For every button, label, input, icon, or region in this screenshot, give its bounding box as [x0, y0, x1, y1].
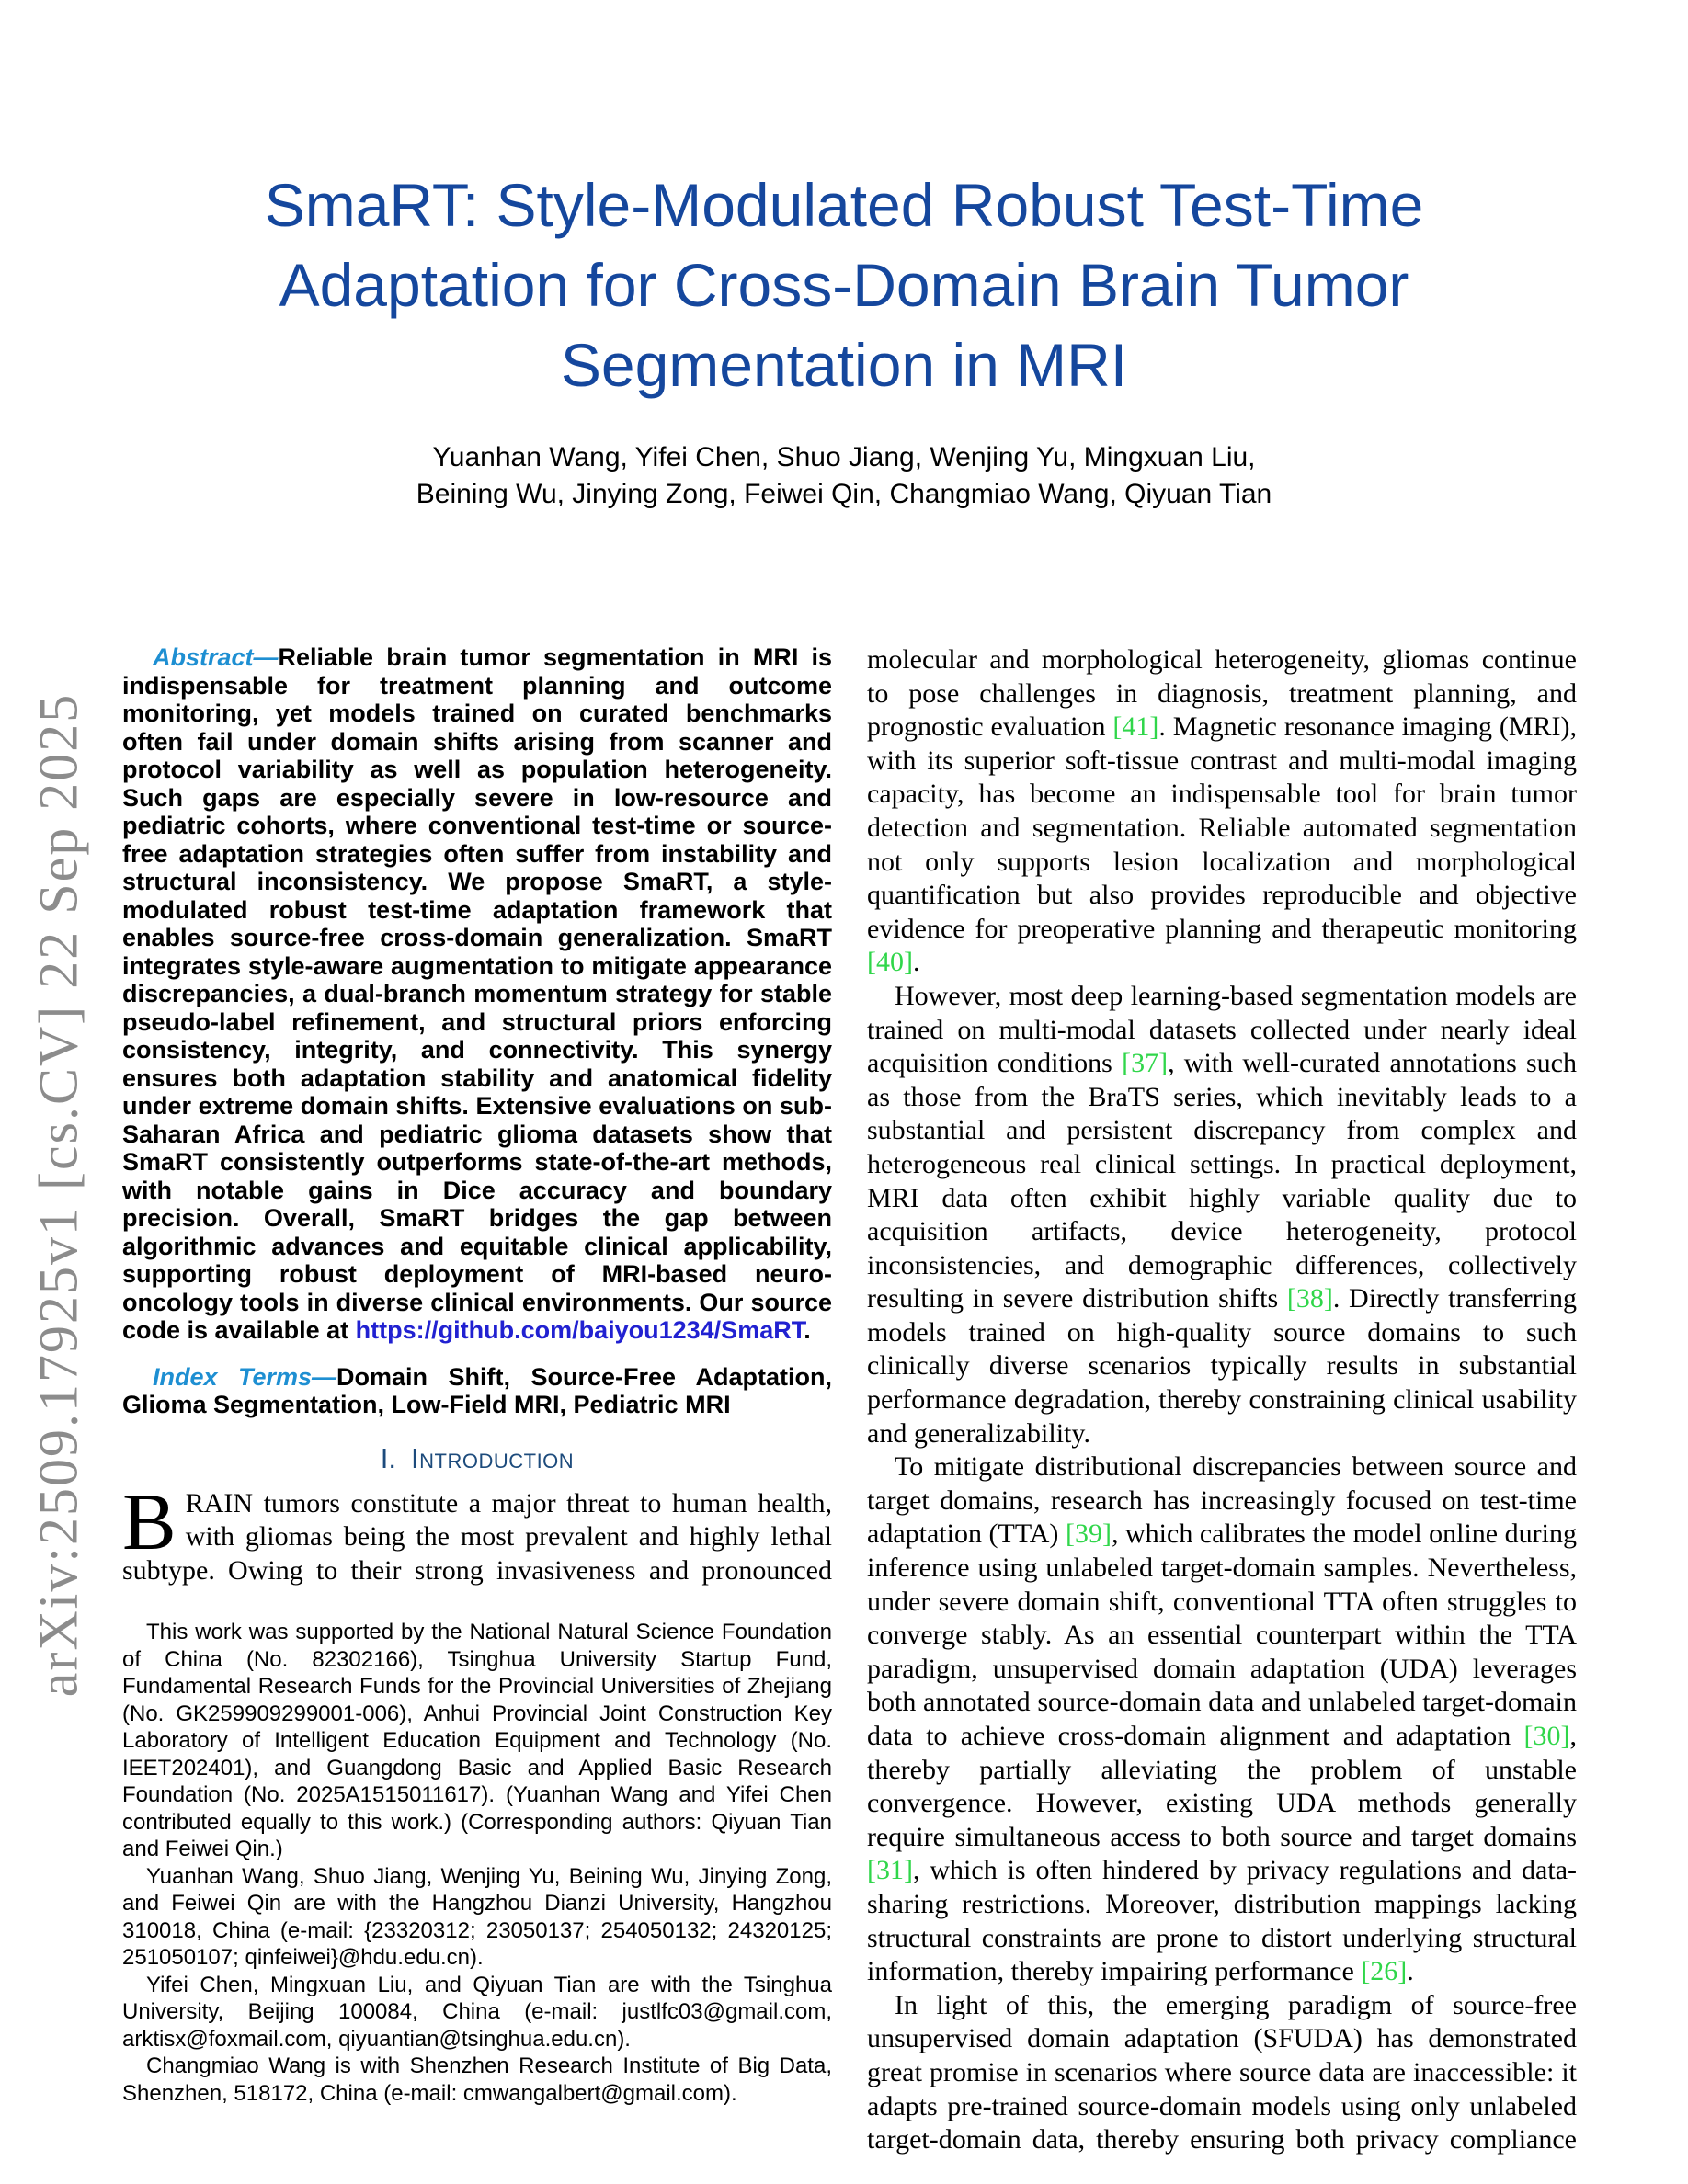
- section-title: Introduction: [411, 1441, 575, 1474]
- body-paragraph: However, most deep learning-based segmentation models are trained on multi-modal datasets collected under nearly ideal acquisition conditions [37], with well-curated annotations such as those from the BraTS series, which inevitably leads to a substantial and persistent discrepancy from complex and heterogeneous real clinical settings. In practical deployment, MRI data often exhibit highly variable quality due to acquisition artifacts, device heterogeneity, protocol inconsistencies, and demographic differences, collectively resulting in severe distribution shifts [38]. Directly transferring models trained on high-quality source domains to such clinically diverse scenarios typically results in substantial performance degradation, thereby constraining clinical usability and generalizability.: [867, 980, 1577, 1449]
- intro-text: RAIN tumors constitute a major threat to human health, with gliomas being the most prevalent and highly lethal subtype. Owing to their strong invasiveness and pronounced: [122, 1487, 832, 1586]
- footnote-paragraph: This work was supported by the National Natural Science Foundation of China (No. 82302166), Tsinghua University Startup Fund, Fundamental Research Funds for the Provincial Universities of Zhejiang (No. GK259909299001-006), Anhui Provincial Joint Construction Key Laboratory of Intelligent Education Equipment and Technology (No. IEET202401), and Guangdong Basic and Applied Basic Research Foundation (No. 2025A1515011617). (Yuanhan Wang and Yifei Chen contributed equally to this work.) (Corresponding authors: Qiyuan Tian and Feiwei Qin.): [122, 1620, 832, 1862]
- footnote-paragraph: Yifei Chen, Mingxuan Liu, and Qiyuan Tian are with the Tsinghua University, Beijing 100084, China (e-mail: justlfc03@gmail.com, arktisx@foxmail.com, qiyuantian@tsinghua.edu.cn).: [122, 1972, 832, 2052]
- intro-paragraph: [122, 1477, 832, 1588]
- abstract-paragraph: [122, 643, 832, 1345]
- body-paragraph: molecular and morphological heterogeneity, gliomas continue to pose challenges in diagnosis, treatment planning, and prognostic evaluation [41]. Magnetic resonance imaging (MRI), with its superior soft-tissue contrast and multi-modal imaging capacity, has become an indispensable tool for brain tumor detection and segmentation. Reliable automated segmentation not only supports lesion localization and morphological quantification but also provides reproducible and objective evidence for preoperative planning and therapeutic monitoring [40].: [867, 644, 1577, 978]
- abstract-text: Reliable brain tumor segmentation in MRI is indispensable for treatment planning and outcome monitoring, yet models trained on curated benchmarks often fail under domain shifts arising from scanner and protocol variability as well as population heterogeneity. Such gaps are especially severe in low-resource and pediatric cohorts, where conventional test-time or source-free adaptation strategies often suffer from instability and structural inconsistency. We propose SmaRT, a style-modulated robust test-time adaptation framework that enables source-free cross-domain generalization. SmaRT integrates style-aware augmentation to mitigate appearance discrepancies, a dual-branch momentum strategy for stable pseudo-label refinement, and structural priors enforcing consistency, integrity, and connectivity. This synergy ensures both adaptation stability and anatomical fidelity under extreme domain shifts. Extensive evaluations on sub-Saharan Africa and pediatric glioma datasets show that SmaRT consistently outperforms state-of-the-art methods, with notable gains in Dice accuracy and boundary precision. Overall, SmaRT bridges the gap between algorithmic advances and equitable clinical applicability, supporting robust deployment of MRI-based neuro-oncology tools in diverse clinical environments. Our source code is available at: [122, 643, 832, 1344]
- citation-ref[interactable]: [26]: [1361, 1956, 1408, 1987]
- paper-title-line: Segmentation in MRI: [560, 331, 1128, 399]
- citation-ref[interactable]: [39]: [1065, 1519, 1112, 1550]
- left-column: [122, 643, 832, 2107]
- citation-ref[interactable]: [31]: [867, 1855, 913, 1886]
- github-link[interactable]: https://github.com/baiyou1234/SmaRT: [355, 1316, 804, 1344]
- paper-title: [0, 165, 1688, 405]
- abstract-suffix: .: [804, 1316, 811, 1344]
- authors-line: Beining Wu, Jinying Zong, Feiwei Qin, Changmiao Wang, Qiyuan Tian: [416, 479, 1272, 509]
- index-terms-text: Domain Shift, Source-Free Adaptation, Glioma Segmentation, Low-Field MRI, Pediatric MRI: [122, 1362, 832, 1418]
- citation-ref[interactable]: [40]: [867, 947, 913, 978]
- abstract-label: Abstract—: [153, 643, 279, 671]
- paper-title-line: Adaptation for Cross-Domain Brain Tumor: [279, 251, 1409, 319]
- citation-ref[interactable]: [30]: [1523, 1721, 1570, 1751]
- arxiv-watermark: arXiv:2509.17925v1 [cs.CV] 22 Sep 2025: [28, 692, 89, 1698]
- drop-cap: B: [122, 1477, 177, 1567]
- authors: [0, 439, 1688, 513]
- footnotes: [122, 1619, 832, 2107]
- authors-line: Yuanhan Wang, Yifei Chen, Shuo Jiang, Wenjing Yu, Mingxuan Liu,: [432, 442, 1256, 472]
- citation-ref[interactable]: [38]: [1286, 1283, 1333, 1314]
- body-paragraph: In light of this, the emerging paradigm of source-free unsupervised domain adaptation (SFUDA) has demonstrated great promise in scenarios where source data are inaccessible: it adapts pre-trained source-domain models using only unlabeled target-domain data, thereby ensuring both privacy compliance: [867, 1989, 1577, 2156]
- footnote-paragraph: Yuanhan Wang, Shuo Jiang, Wenjing Yu, Beining Wu, Jinying Zong, and Feiwei Qin are with the Hangzhou Dianzi University, Hangzhou 310018, China (e-mail: {23320312; 23050137; 254050132; 24320125; 251050107; qinfeiwei}@hdu.edu.cn).: [122, 1863, 832, 1971]
- index-terms-label: Index Terms—: [153, 1362, 337, 1391]
- section-number: I.: [380, 1441, 397, 1474]
- section-heading-introduction: [122, 1443, 832, 1474]
- right-column: [867, 643, 1577, 2157]
- footnote-paragraph: Changmiao Wang is with Shenzhen Research Institute of Big Data, Shenzhen, 518172, China (e-mail: cmwangalbert@gmail.com).: [122, 2053, 832, 2106]
- citation-ref[interactable]: [37]: [1122, 1048, 1169, 1079]
- paper-title-line: SmaRT: Style-Modulated Robust Test-Time: [264, 171, 1424, 239]
- citation-ref[interactable]: [41]: [1112, 711, 1159, 743]
- index-terms-paragraph: [122, 1363, 832, 1419]
- body-paragraph: To mitigate distributional discrepancies between source and target domains, research has increasingly focused on test-time adaptation (TTA) [39], which calibrates the model online during inference using unlabeled target-domain samples. Nevertheless, under severe domain shift, conventional TTA often struggles to converge stably. As an essential counterpart within the TTA paradigm, unsupervised domain adaptation (UDA) leverages both annotated source-domain data and unlabeled target-domain data to achieve cross-domain alignment and adaptation [30], thereby partially alleviating the problem of unstable convergence. However, existing UDA methods generally require simultaneous access to both source and target domains [31], which is often hindered by privacy regulations and data-sharing restrictions. Moreover, distribution mappings lacking structural constraints are prone to distort underlying structural information, thereby impairing performance [26].: [867, 1451, 1577, 1987]
